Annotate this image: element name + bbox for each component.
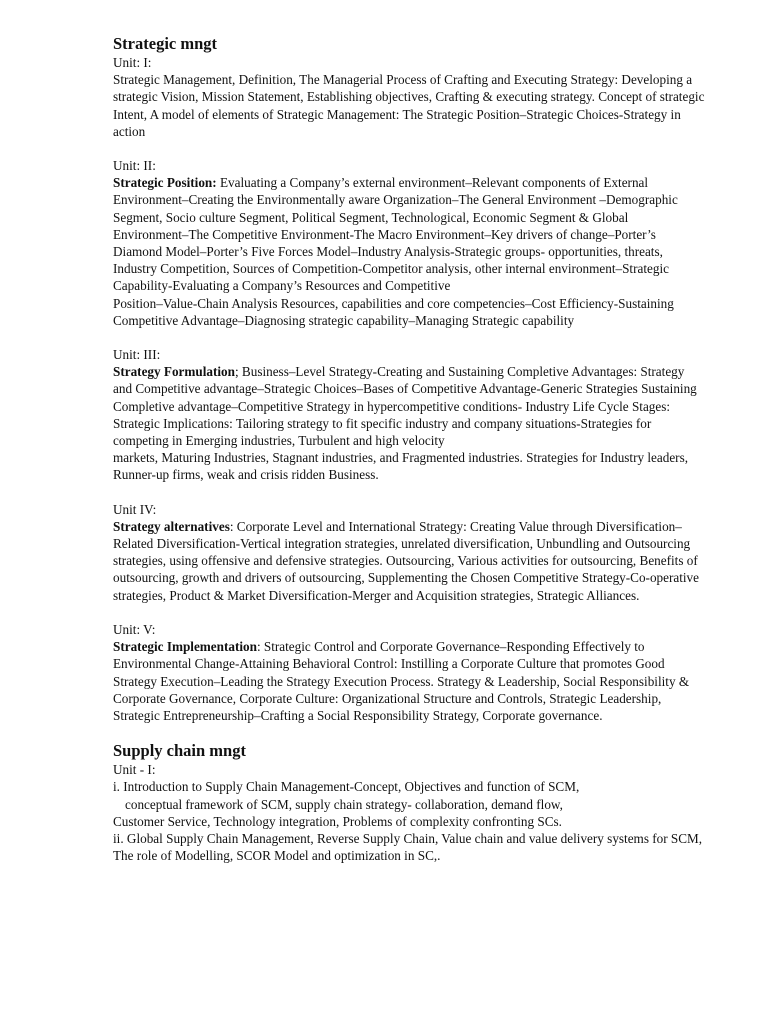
unit-body (113, 518, 705, 604)
unit-4 (113, 501, 705, 604)
unit-paragraph (113, 518, 705, 604)
unit-paragraph (113, 638, 705, 724)
list-item-continuation: conceptual framework of SCM, supply chain strategy- collaboration, demand flow, (125, 796, 563, 812)
unit-3 (113, 346, 705, 484)
unit-1 (113, 54, 705, 140)
unit-paragraph: markets, Maturing Industries, Stagnant industries, and Fragmented industries. Strategies for Industry leaders, Runner-up firms, weak and crisis ridden Business. (113, 450, 689, 483)
unit-label: Unit: I: (113, 55, 152, 70)
unit-topic: Strategy Formulation (113, 364, 235, 380)
unit-topic: Strategic Position: (113, 175, 217, 191)
list-item (113, 830, 705, 864)
unit-text: : Strategic Control and Corporate Governance–Responding Effectively to Environmental Change-Attaining Behavioral Control: Instilling a Corporate Culture that promotes Good Strategy Execution–Leading the Strategy Execution Process. Strategy & Leadership, Social Responsibility & Corporate Governance, Corporate Culture: Organizational Structure and Controls, Strategic Leadership, Strategic Entrepreneurship–Crafting a Social Responsibility Strategy, Corporate governance. (113, 639, 690, 723)
document-content (113, 34, 705, 864)
unit-topic: Strategic Implementation (113, 639, 257, 655)
unit-paragraph (113, 174, 705, 294)
list-item (113, 778, 705, 830)
unit-label: Unit: II: (113, 158, 156, 174)
unit-body (113, 638, 705, 724)
unit-2 (113, 157, 705, 329)
unit-text: Evaluating a Company’s external environment–Relevant components of External Environment–Creating the Environmentally aware Organization–The General Environment –Demographic Segment, Socio culture Segment, Political Segment, Technological, Economic Segment & Global Environment–The Competitive Environment-The Macro Environment–Key drivers of change–Porter’s Diamond Model–Porter’s Five Forces Model–Industry Analysis-Strategic groups- opportunities, threats, Industry Competition, Sources of Competition-Competitor analysis, other internal environment–Strategic Capability-Evaluating a Company’s Resources and Competitive (113, 175, 678, 294)
unit-label: Unit: V: (113, 621, 156, 637)
course-title-strategic-management: Strategic mngt (113, 34, 218, 53)
unit-body (113, 363, 705, 483)
list-item-first-line: ii. Global Supply Chain Management, Reverse Supply Chain, Value chain and value delivery systems for SCM, The role of Modelling, SCOR Model and optimization in SC,. (113, 830, 703, 864)
unit-text: : Corporate Level and International Strategy: Creating Value through Diversification–Related Diversification-Vertical integration strategies, unrelated diversification, Unbundling and Outsourcing strategies, using offensive and defensive strategies. Outsourcing, Various activities for outsourcing, Benefits of outsourcing, growth and drivers of outsourcing, Supplementing the Chosen Competitive Strategy-Co-operative strategies, Product & Market Diversification-Merger and Acquisition strategies, Strategic Alliances. (113, 518, 700, 603)
unit-label: Unit - I: (113, 762, 156, 778)
unit-body (113, 174, 705, 329)
course-title-supply-chain-management: Supply chain mngt (113, 741, 246, 761)
unit-paragraph: Strategic Management, Definition, The Managerial Process of Crafting and Executing Strategy: Developing a strategic Vision, Mission Statement, Establishing objectives, Crafting & executing strategy. Concept of strategic Intent, A model of elements of Strategic Management: The Strategic Position–Strategic Choices-Strategy in action (113, 72, 705, 139)
unit-text: ; Business–Level Strategy-Creating and Sustaining Completive Advantages: Strategy and Competitive advantage–Strategic Choices–Bases of Competitive Advantage-Generic Strategies Sustaining Completive advantage–Competitive Strategy in hypercompetitive conditions- Industry Life Cycle Stages: Strategic Implications: Tailoring strategy to fit specific industry and company situations-Strategies for competing in Emerging industries, Turbulent and high velocity (113, 364, 697, 449)
list-item-rest: Customer Service, Technology integration, Problems of complexity confronting SCs. (113, 813, 562, 829)
unit-label: Unit IV: (113, 501, 157, 517)
unit-paragraph: Position–Value-Chain Analysis Resources, capabilities and core competencies–Cost Efficiency-Sustaining Competitive Advantage–Diagnosing strategic capability–Managing Strategic capability (113, 295, 674, 328)
unit-topic: Strategy alternatives (113, 518, 230, 534)
unit-5 (113, 621, 705, 724)
unit-paragraph (113, 363, 705, 449)
list-item-first-line: i. Introduction to Supply Chain Management-Concept, Objectives and function of SCM, (113, 779, 580, 795)
unit-body (113, 71, 705, 140)
unit-label: Unit: III: (113, 347, 161, 363)
